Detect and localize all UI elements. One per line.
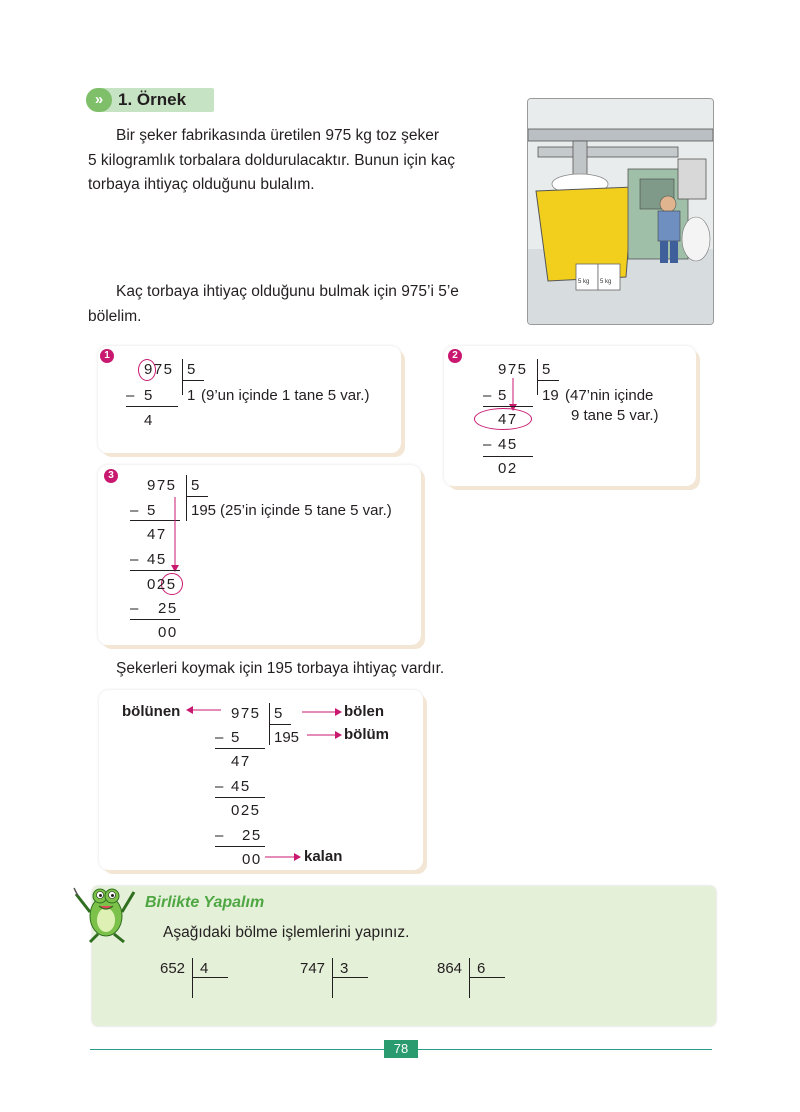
practice-title: Birlikte Yapalım [145,894,265,911]
division-horizontal-line [332,977,368,978]
intro-line-1: Bir şeker fabrikasında üretilen 975 kg toz şeker [116,127,440,144]
arrow-left-icon [186,704,222,716]
division-horizontal-line [192,977,228,978]
division-vertical-line [182,359,183,395]
example-title: 1. Örnek [118,90,187,109]
step-3-row-3: 025 [147,576,177,593]
subtraction-line [215,846,265,847]
bring-down-arrow [170,497,180,573]
step-2-subtrahend-2: 45 [498,436,518,453]
frog-mascot-icon [72,876,142,946]
step-2-dividend: 975 [498,361,528,378]
sugar-factory-illustration [527,98,714,325]
step-2-note-line-2: 9 tane 5 var.) [571,407,659,424]
terms-subtrahend-2: 45 [231,778,251,795]
subtraction-line [126,406,178,407]
division-horizontal-line [186,496,208,497]
division-vertical-line [186,475,187,521]
subtraction-line [130,619,180,620]
division-horizontal-line [182,380,204,381]
division-vertical-line [332,958,333,998]
step-1-badge: 1 [100,349,114,363]
division-vertical-line [192,958,193,998]
terms-row-2: 47 [231,753,251,770]
minus-sign: – [215,729,224,746]
question-paragraph [88,280,488,329]
step-2-subtrahend: 5 [498,387,508,404]
subtraction-line [483,406,533,407]
subtraction-line [130,570,180,571]
step-3-row-2: 47 [147,526,167,543]
bag-label-2: 5 kg [600,279,612,285]
step-2-quotient: 19 [542,387,559,404]
step-1-remainder: 4 [144,412,154,429]
step-3-subtrahend: 5 [147,502,157,519]
practice-instruction: Aşağıdaki bölme işlemlerini yapınız. [163,924,410,941]
step-2-badge: 2 [448,349,462,363]
factory-drawing [528,99,713,324]
quotient-label: bölüm [344,726,389,743]
terms-remainder: 00 [242,851,262,868]
bag-label-1: 5 kg [578,279,590,285]
step-3-quotient: 195 [191,502,217,519]
step-2-divisor: 5 [542,361,552,378]
subtraction-line [483,456,533,457]
division-vertical-line [537,359,538,395]
step-3-badge: 3 [104,469,118,483]
step-3-subtrahend-3: 25 [158,600,178,617]
step-2-remainder: 02 [498,460,518,477]
arrow-right-icon [265,851,301,863]
arrow-right-icon [307,729,342,741]
terms-row-3: 025 [231,802,261,819]
minus-sign: – [215,778,224,795]
division-horizontal-line [537,380,559,381]
step-1-dividend: 975 [144,361,174,378]
problem-2-divisor: 3 [340,960,349,977]
terms-quotient: 195 [274,729,300,746]
step-3-divisor: 5 [191,477,201,494]
problem-1-divisor: 4 [200,960,209,977]
dividend-label: bölünen [122,703,181,720]
terms-dividend: 975 [231,705,261,722]
intro-line-2: 5 kilogramlık torbalara doldurulacaktır. Bunun için kaç [88,151,456,169]
minus-sign: – [126,387,135,404]
problem-3-dividend: 864 [437,960,463,977]
step-2-note-line-1: (47’nin içinde [565,387,654,404]
subtraction-line [215,797,265,798]
terms-subtrahend: 5 [231,729,241,746]
division-horizontal-line [469,977,505,978]
question-line-2: bölelim. [88,307,142,325]
division-horizontal-line [269,724,291,725]
double-chevron-icon: » [86,88,112,112]
conclusion-text: Şekerleri koymak için 195 torbaya ihtiyaç vardır. [116,660,445,677]
step-3-note: (25’in içinde 5 tane 5 var.) [220,502,392,519]
problem-1-dividend: 652 [160,960,186,977]
minus-sign: – [130,551,139,568]
terms-divisor: 5 [274,705,284,722]
question-line-1: Kaç torbaya ihtiyaç olduğunu bulmak için 975’i 5’e [116,283,459,300]
minus-sign: – [130,502,139,519]
minus-sign: – [130,600,139,617]
step-3-dividend: 975 [147,477,177,494]
arrow-right-icon [302,706,342,718]
minus-sign: – [483,387,492,404]
subtraction-line [215,748,265,749]
step-3-remainder: 00 [158,624,178,641]
minus-sign: – [483,436,492,453]
division-vertical-line [469,958,470,998]
step-1-note: (9’un içinde 1 tane 5 var.) [201,387,370,404]
step-1-quotient: 1 [187,387,196,404]
page-number: 78 [384,1040,418,1058]
intro-line-3: torbaya ihtiyaç olduğunu bulalım. [88,176,315,193]
step-3-subtrahend-2: 45 [147,551,167,568]
remainder-label: kalan [304,848,343,865]
terms-subtrahend-3: 25 [242,827,262,844]
step-2-row-2: 47 [498,411,518,428]
step-1-divisor: 5 [187,361,197,378]
problem-3-divisor: 6 [477,960,486,977]
intro-paragraph [88,124,488,198]
step-1-subtrahend: 5 [144,387,154,404]
divisor-label: bölen [344,703,384,720]
problem-2-dividend: 747 [300,960,326,977]
minus-sign: – [215,827,224,844]
